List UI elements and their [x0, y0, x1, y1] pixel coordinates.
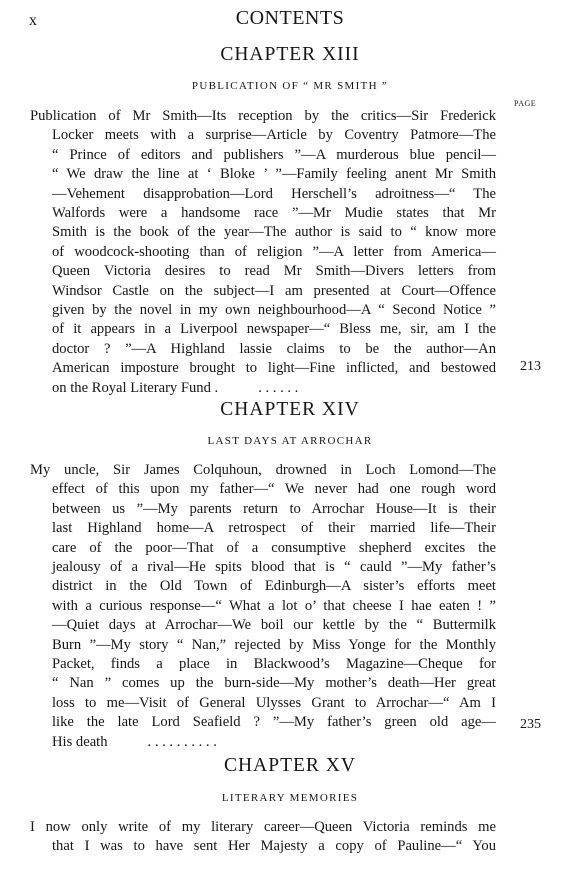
chapter-15-entry: I now only write of my literary career—Queen Victoria reminds me that I was to have sent Her Majesty a copy of Pauline—“ You — [30, 819, 496, 855]
leader-dots: . . . . . . . . . . — [147, 733, 217, 750]
chapter-13-subtitle: PUBLICATION OF “ MR SMITH ” — [191, 80, 389, 92]
chapter-15-subtitle: LITERARY MEMORIES — [221, 792, 359, 804]
chapter-15-title: CHAPTER XV — [224, 755, 356, 776]
running-title: CONTENTS — [235, 7, 345, 29]
chapter-14-subtitle: LAST DAYS AT ARROCHAR — [207, 435, 373, 447]
chapter-13-page: 213 — [520, 359, 541, 374]
page-column-label: PAGE — [514, 99, 537, 108]
chapter-14-title: CHAPTER XIV — [220, 399, 360, 420]
chapter-13-title: CHAPTER XIII — [220, 44, 360, 65]
chapter-14-page: 235 — [520, 717, 541, 732]
leader-dots: . . . . . . — [258, 379, 299, 396]
chapter-13-entry: Publication of Mr Smith—Its reception by the critics—Sir Frederick Locker meets with a surprise—Article by Coventry Patmore—The “ Prince of editors and publishers ”—A murderous blue pencil— “ We draw the line at ‘ Bloke ’ ”—Family feeling anent Mr Smith —Vehement disapprobation—Lord Herschell’s adroitness—“ The Walfords were a handsome race ”—Mr Mudie states that Mr Smith is the book of the year—The author is said to “ know more of woodcock-shooting than of religion ”—A letter from America— Queen Victoria desires to read Mr Smith—Divers letters from Windsor Castle on the subject—I am presented at Court—Offence given by the novel in my own neighbourhood—A “ Second Notice ” of it appears in a Liverpool newspaper—“ Bless me, sir, am I the doctor ? ”—A Highland lassie claims to be the author—An American imposture brought to light—Fine inflicted, and bestowed on the Royal Literary Fund . . . . . . . — [30, 108, 496, 396]
chapter-14-entry: My uncle, Sir James Colquhoun, drowned in Loch Lomond—The effect of this upon my father—“ We never had one rough word between us ”—My parents return to Arrochar House—It is their last Highland home—A retrospect of their married life—Their care of the poor—That of a consumptive shepherd excites the jealousy of a rival—He spits blood that is “ cauld ”—My father’s district in the Old Town of Edinburgh—A sister’s efforts meet with a curious response—“ What a lot o’ that cheese I hae eaten ! ” —Quiet days at Arrochar—We boil our kettle by the “ Buttermilk Burn ”—My story “ Nan,” rejected by Miss Yonge for the Monthly Packet, finds a place in Blackwood’s Magazine—Cheque for “ Nan ” comes up the burn-side—My mother’s death—Her great loss to me—Visit of General Ulysses Grant to Arrochar—“ Am I like the late Lord Seafield ? ”—My father’s green old age— His death . . . . . . . . . . — [30, 462, 496, 750]
page-number: x — [29, 12, 37, 29]
